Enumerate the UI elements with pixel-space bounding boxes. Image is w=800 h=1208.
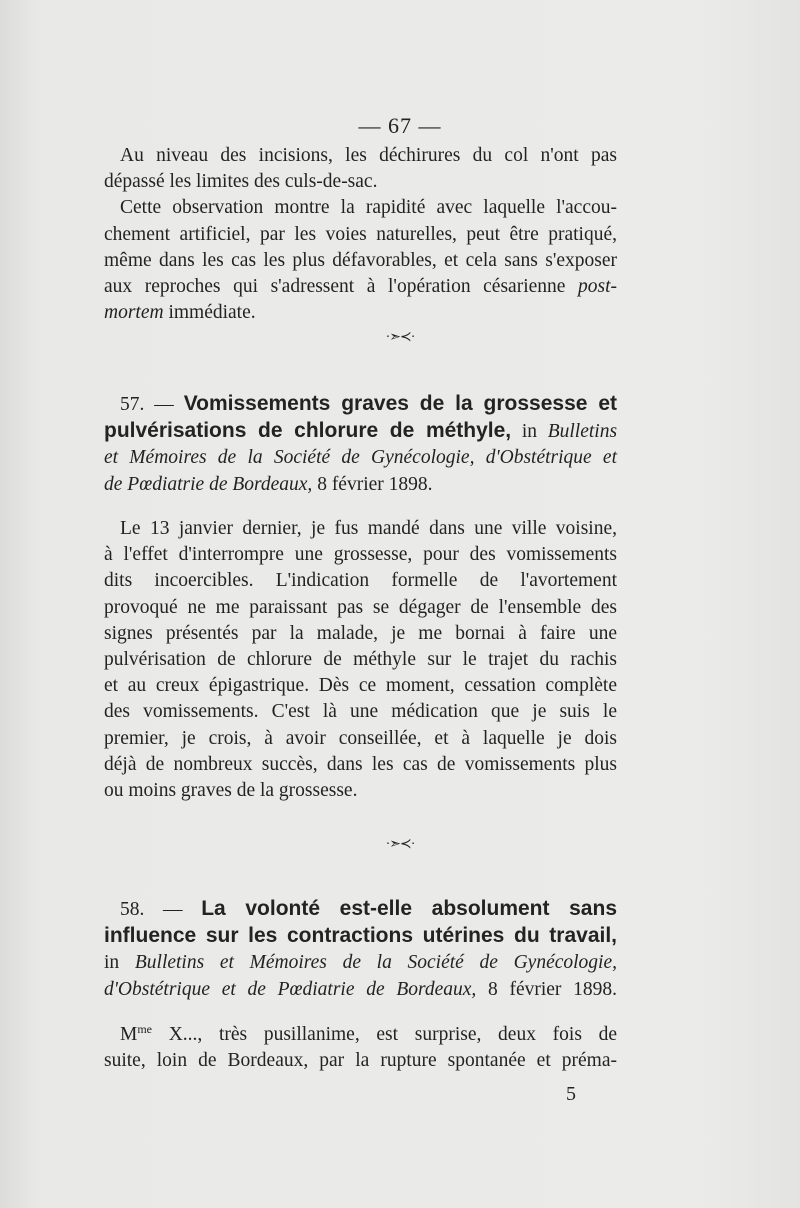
heading-line bbox=[104, 977, 617, 1003]
heading-line bbox=[104, 472, 617, 498]
source-title: Bulletins bbox=[547, 421, 618, 443]
heading-line bbox=[104, 896, 617, 923]
text-line: signes présentés par la malade, je me bornai à faire une bbox=[104, 622, 617, 644]
text-line: Le 13 janvier dernier, je fus mandé dans une ville voisine, bbox=[120, 518, 617, 539]
entry-title: influence sur les contractions utérines du travail, bbox=[104, 924, 617, 948]
entry-57-heading bbox=[104, 391, 617, 498]
text-line: à l'effet d'interrompre une grossesse, pour des vomissements bbox=[104, 544, 617, 566]
source-title: de Pœdiatrie de Bordeaux, bbox=[104, 473, 313, 495]
intro-text bbox=[104, 143, 617, 326]
text-line: pulvérisation de chlorure de méthyle sur le trajet du rachis bbox=[104, 649, 617, 671]
text-fragment: aux reproches qui s'adressent à l'opération césarienne bbox=[104, 276, 566, 298]
text-line: dits incoercibles. L'indication formelle de l'avortement bbox=[104, 570, 617, 592]
source-title: Bulletins et Mémoires de la Société de Gynécologie, bbox=[134, 952, 617, 974]
text-line: suite, loin de Bordeaux, par la rupture spontanée et préma- bbox=[104, 1050, 617, 1072]
text-line: ou moins graves de la grossesse. bbox=[104, 780, 358, 802]
entry-58-heading bbox=[104, 896, 617, 1003]
entry-number: 58. — bbox=[120, 899, 183, 920]
text-fragment: immédiate. bbox=[168, 302, 256, 324]
text-fragment: X..., très pusillanime, est surprise, deux fois de bbox=[168, 1024, 618, 1045]
entry-title: Vomissements graves de la grossesse et bbox=[183, 392, 617, 415]
page-number: — 67 — bbox=[358, 113, 442, 138]
text-line: des vomissements. C'est là une médication que je suis le bbox=[104, 701, 617, 723]
in-word: in bbox=[521, 421, 538, 443]
entry-58-body bbox=[104, 1022, 617, 1074]
entry-title: La volonté est-elle absolument sans bbox=[201, 897, 617, 920]
text-line: premier, je crois, à avoir conseillée, et à laquelle je dois bbox=[104, 727, 617, 749]
honorific-sup: me bbox=[137, 1022, 153, 1036]
text-line: déjà de nombreux succès, dans les cas de vomissements plus bbox=[104, 753, 617, 775]
text-line: Cette observation montre la rapidité avec laquelle l'accou- bbox=[120, 197, 617, 219]
signature-mark: 5 bbox=[566, 1083, 576, 1105]
text-line bbox=[104, 300, 617, 326]
text-line: dépassé les limites des culs-de-sac. bbox=[104, 171, 378, 193]
source-title: d'Obstétrique et de Pœdiatrie de Bordeaux, bbox=[104, 978, 477, 1000]
heading-line bbox=[104, 950, 617, 976]
honorific: M bbox=[120, 1024, 138, 1045]
text-line: Au niveau des incisions, les déchirures du col n'ont pas bbox=[120, 145, 617, 166]
source-title: et Mémoires de la Société de Gynécologie, d'Obstétrique et bbox=[104, 447, 617, 469]
heading-line bbox=[104, 418, 617, 445]
text-line: chement artificiel, par les voies naturelles, peut être pratiqué, bbox=[104, 223, 617, 245]
ornament-divider: ·➣≺· bbox=[385, 837, 415, 852]
in-word: in bbox=[104, 952, 120, 974]
heading-line bbox=[104, 445, 617, 471]
ornament-divider: ·➣≺· bbox=[385, 330, 415, 345]
text-line bbox=[104, 274, 617, 300]
text-line bbox=[104, 1022, 617, 1048]
entry-number: 57. — bbox=[120, 394, 174, 415]
entry-57-body bbox=[104, 516, 617, 804]
entry-title: pulvérisations de chlorure de méthyle, bbox=[104, 419, 512, 443]
italic-fragment: mortem bbox=[104, 302, 164, 324]
text-line: et au creux épigastrique. Dès ce moment, cessation complète bbox=[104, 675, 617, 697]
text-line: même dans les cas les plus défavorables, et cela sans s'exposer bbox=[104, 249, 617, 271]
source-date: 8 février 1898. bbox=[317, 473, 433, 495]
heading-line bbox=[104, 391, 617, 418]
heading-line bbox=[104, 923, 617, 950]
source-date: 8 février 1898. bbox=[488, 978, 617, 1000]
text-line: provoqué ne me paraissant pas se dégager de l'ensemble des bbox=[104, 596, 617, 618]
italic-fragment: post- bbox=[578, 276, 617, 298]
